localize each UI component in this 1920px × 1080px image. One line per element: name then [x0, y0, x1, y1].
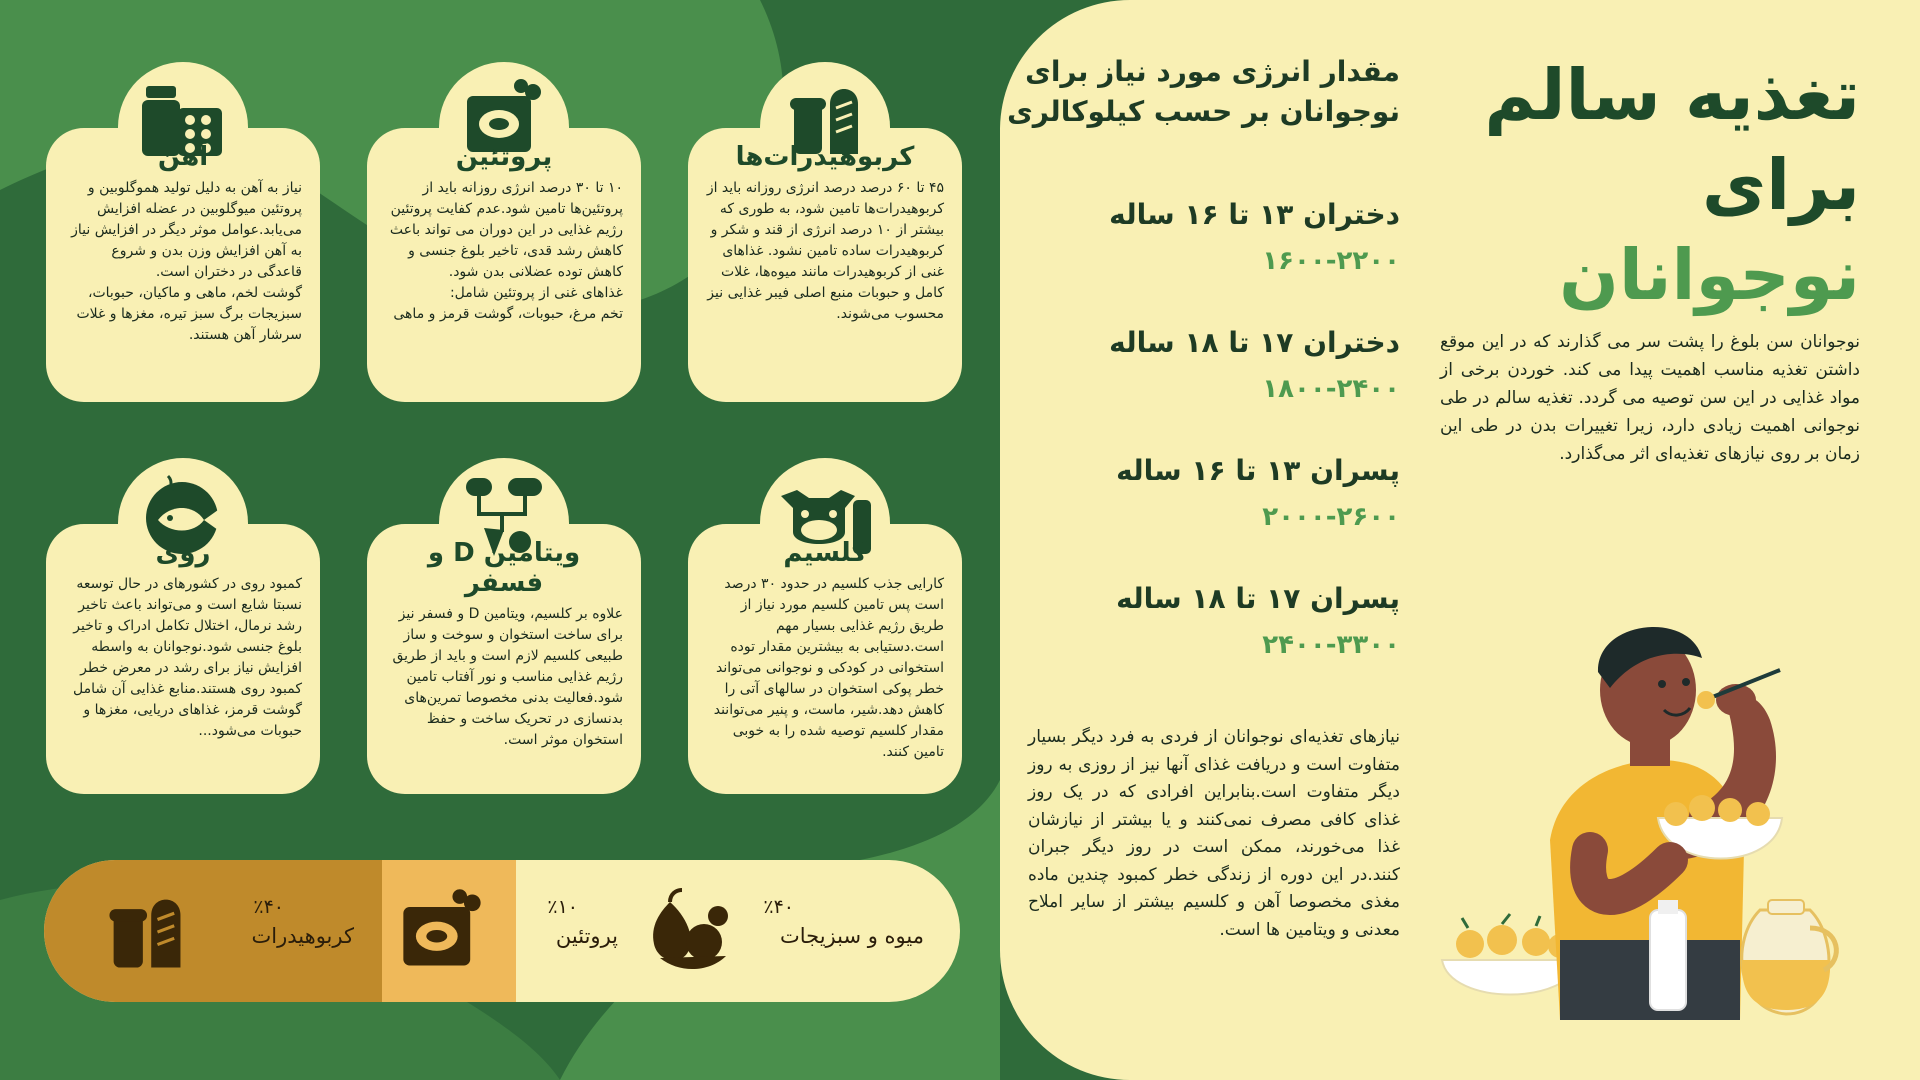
energy-group-label: پسران ۱۷ تا ۱۸ ساله	[1116, 582, 1400, 615]
teen-eating-illustration	[1440, 610, 1860, 1030]
page-title	[1400, 50, 1860, 320]
bar-percent: ٪۴۰	[763, 896, 794, 918]
card-text: ۱۰ تا ۳۰ درصد انرژی روزانه باید از پروتئین‌ها تامین شود.عدم کفایت پروتئین رژیم غذایی در این دوران می تواند باعث کاهش رشد قدی، تاخیر بلوغ جنسی و کاهش توده عضلانی بدن شود. غذاهای غنی از پروتئین شامل: تخم مرغ، حبوبات، گوشت قرمز و ماهی	[389, 180, 623, 322]
card-text: کمبود روی در کشورهای در حال توسعه نسبتا شایع است و می‌تواند باعث تاخیر رشد نرمال، اختلال تکامل ادراک و تاخیر بلوغ جنسی شود.نوجوانان به واسطه افزایش نیاز برای رشد در معرض خطر کمبود روی هستند.منابع غذایی آن شامل گوشت قرمز، غذاهای دریایی، مغزها و حبوبات می‌شود...	[72, 576, 302, 739]
intro-paragraph: نوجوانان سن بلوغ را پشت سر می گذارند که در این موقع داشتن تغذیه مناسب اهمیت پیدا می کند. خوردن برخی از مواد غذایی در این سن توصیه می گردد. تغذیه سالم در طی نوجوانی اهمیت زیادی دارد، زیرا تغییرات بدن در طی این زمان بر روی نیازهای تغذیه‌ای اثر می‌گذارد.	[1440, 332, 1860, 464]
card-title: ویتامین D و فسفر	[427, 538, 581, 598]
card-tab	[760, 458, 890, 588]
card-zinc	[46, 524, 320, 794]
fruit-vegetables-icon	[640, 882, 736, 978]
card-title: روی	[155, 538, 211, 568]
card-calcium	[688, 524, 962, 794]
meat-icon	[394, 884, 490, 978]
card-protein	[367, 128, 641, 402]
card-text: نیاز به آهن به دلیل تولید هموگلوبین و پروتئین میوگلوبین در عضله افزایش می‌یابد.عوامل موثر دیگر در افزایش نیاز به آهن افزایش وزن بدن و شروع قاعدگی در دختران است. گوشت لخم، ماهی و ماکیان، حبوبات، سبزیجات برگ سبز تیره، مغزها و غلات سرشار آهن هستند.	[71, 180, 302, 343]
bar-item-fruit-vegetables	[744, 896, 924, 948]
title-line2	[1400, 140, 1860, 320]
energy-group-value: ۱۶۰۰-۲۲۰۰	[1262, 246, 1400, 276]
bar-label: میوه و سبزیجات	[779, 924, 924, 948]
card-text: کارایی جذب کلسیم در حدود ۳۰ درصد است پس تامین کلسیم مورد نیاز از طریق رژیم غذایی بسیار مهم است.دستیابی به بیشترین مقدار توده استخوانی در کودکی و نوجوانی می‌تواند خطر پوکی استخوان در سالهای آتی را کاهش دهد.شیر، ماست، و پنیر می‌توانند مقدار کلسیم توصیه شده را به خوبی تامین کنند.	[713, 576, 944, 760]
title-line1: تغذیه سالم	[1484, 54, 1860, 136]
bar-item-protein	[528, 896, 618, 948]
card-title: کلسیم	[783, 538, 867, 568]
bar-label: کربوهیدرات	[251, 924, 354, 948]
energy-title: مقدار انرژی مورد نیاز برای نوجوانان بر حسب کیلوکالری	[1007, 55, 1400, 128]
card-text: ۴۵ تا ۶۰ درصد درصد انرژی روزانه باید از کربوهیدرات‌ها تامین شود، به طوری که بیشتر از ۱۰ درصد انرژی از قند و شکر و کربوهیدرات ساده تامین نشود. غذاهای غنی از کربوهیدرات مانند میوه‌ها، غلات کامل و حبوبات منبع اصلی فیبر غذایی نیز محسوب می‌شوند.	[706, 180, 944, 322]
energy-note: نیازهای تغذیه‌ای نوجوانان از فردی به فرد دیگر بسیار متفاوت است و دریافت غذای آنها نیز از روزی به روز دیگر متفاوت است.بنابراین افرادی که در یک روز غذای کافی مصرف نمی‌کنند و یا بیشتر از نیازشان غذا می‌خورند، ممکن است در روز دیگر جبران کنند.در این دوره از زندگی خطر کمبود چندین ماده مغذی مخصوصا آهن و کلسیم بیشتر از سایر املاح معدنی و ویتامین ها است.	[1028, 727, 1400, 940]
energy-group-label: پسران ۱۳ تا ۱۶ ساله	[1116, 454, 1400, 487]
card-title: کربوهیدرات‌ها	[735, 142, 915, 172]
card-title: پروتئین	[455, 142, 553, 172]
title-line2-a: برای	[1702, 144, 1860, 226]
bar-percent: ٪۱۰	[547, 896, 578, 918]
bread-icon	[96, 884, 196, 978]
title-line2-b: نوجوانان	[1559, 234, 1860, 316]
bar-percent: ٪۴۰	[253, 896, 284, 918]
card-carbohydrates	[688, 128, 962, 402]
energy-group-value: ۲۴۰۰-۳۳۰۰	[1262, 630, 1400, 660]
card-tab	[760, 62, 890, 192]
energy-group-value: ۱۸۰۰-۲۴۰۰	[1262, 374, 1400, 404]
energy-group-label: دختران ۱۷ تا ۱۸ ساله	[1109, 326, 1400, 359]
card-tab	[118, 62, 248, 192]
card-tab	[118, 458, 248, 588]
card-title: آهن	[157, 142, 209, 172]
card-iron	[46, 128, 320, 402]
bar-item-carbohydrate	[204, 896, 354, 948]
card-tab	[439, 62, 569, 192]
nutrition-share-bar	[44, 860, 960, 1002]
bar-label: پروتئین	[555, 924, 618, 948]
energy-group-label: دختران ۱۳ تا ۱۶ ساله	[1109, 198, 1400, 231]
card-text: علاوه بر کلسیم، ویتامین D و فسفر نیز برای ساخت استخوان و سوخت و ساز طبیعی کلسیم لازم است و باید از طریق رژیم غذایی مناسب و نور آفتاب تامین شود.فعالیت بدنی مخصوصا تمرین‌های بدنسازی در تحریک ساخت و حفظ استخوان موثر است.	[392, 606, 623, 748]
energy-group-value: ۲۰۰۰-۲۶۰۰	[1262, 502, 1400, 532]
card-vitamin-d	[367, 524, 641, 794]
